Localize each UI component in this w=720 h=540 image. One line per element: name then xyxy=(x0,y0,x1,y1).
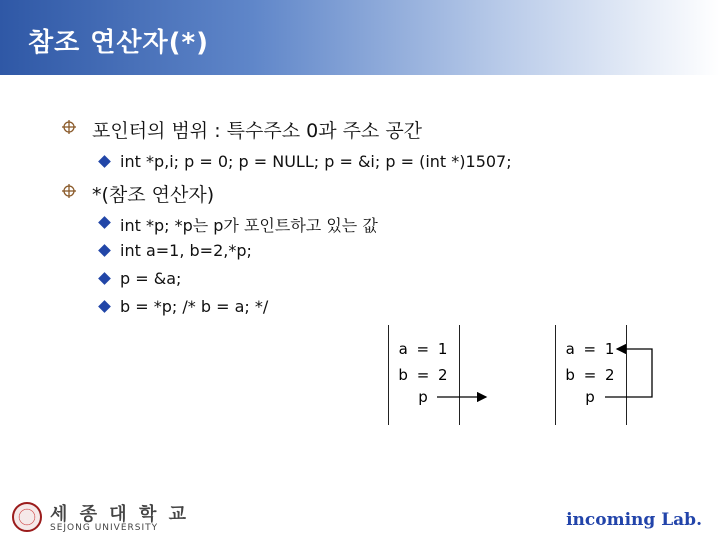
sub-bullet-text: int *p; *p는 p가 포인트하고 있는 값 xyxy=(120,216,378,235)
memory-box-before xyxy=(388,325,460,425)
cell-p: p xyxy=(418,388,430,406)
cell-p: p xyxy=(585,388,597,406)
logo-english: SEJONG UNIVERSITY xyxy=(50,523,159,533)
bullet-text: 포인터의 범위 : 특수주소 0과 주소 공간 xyxy=(92,120,423,142)
diamond-icon xyxy=(98,216,111,229)
diamond-icon xyxy=(98,244,111,257)
university-emblem-icon xyxy=(12,502,42,532)
cell-a: a = 1 xyxy=(565,340,617,358)
sub-bullet-text: p = &a; xyxy=(120,269,182,288)
memory-box-after xyxy=(555,325,627,425)
cell-b: b = 2 xyxy=(565,366,617,384)
logo-name: 세 종 대 학 교 xyxy=(50,504,190,525)
university-logo xyxy=(12,500,190,536)
cell-a: a = 1 xyxy=(398,340,450,358)
diamond-icon xyxy=(98,272,111,285)
slide-title: 참조 연산자(*) xyxy=(28,28,209,58)
footer-brand: incoming Lab. xyxy=(566,510,702,530)
target-icon xyxy=(62,184,76,198)
sub-bullet-text: int a=1, b=2,*p; xyxy=(120,241,252,260)
diamond-icon xyxy=(98,300,111,313)
bullet-text: *(참조 연산자) xyxy=(92,184,215,206)
cell-b: b = 2 xyxy=(398,366,450,384)
title-bar xyxy=(0,0,720,75)
diamond-icon xyxy=(98,155,111,168)
sub-bullet-text: b = *p; /* b = a; */ xyxy=(120,297,269,316)
target-icon xyxy=(62,120,76,134)
sub-bullet-text: int *p,i; p = 0; p = NULL; p = &i; p = (int *)1507; xyxy=(120,152,512,171)
